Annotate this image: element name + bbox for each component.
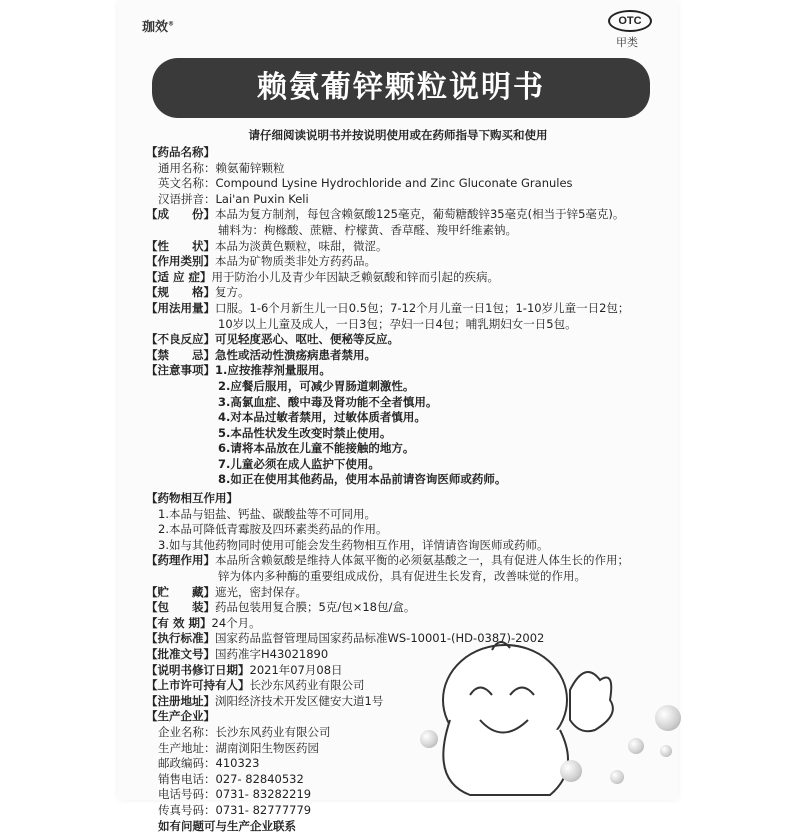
- contact-note: 如有问题可与生产企业联系: [158, 818, 296, 833]
- baby-mascot-illustration: [410, 620, 670, 800]
- company-name-row: 企业名称：长沙东风药业有限公司: [158, 724, 331, 739]
- dosage-row-2: 10岁以上儿童及成人，一日3包；孕妇一日4包；哺乳期妇女一日5包。: [218, 316, 577, 331]
- precaution-item: 3.高氯血症、酸中毒及肾功能不全者慎用。: [218, 394, 438, 409]
- sales-tel-row: 销售电话：027- 82840532: [158, 771, 304, 786]
- package-row: 【包 装】药品包装用复合膜；5克/包×18包/盒。: [146, 600, 416, 615]
- pharmacology-row: 【药理作用】本品所含赖氨酸是维持人体氮平衡的必须氨基酸之一，具有促进人体生长的作用；: [146, 553, 629, 568]
- dosage-row: 【用法用量】口服。1-6个月新生儿一日0.5包；7-12个月儿童一日1包；1-10岁儿童一日2包；: [146, 300, 630, 315]
- adverse-row: 【不良反应】可见轻度恶心、呕吐、便秘等反应。: [146, 332, 399, 347]
- interaction-item: 1.本品与铝盐、钙盐、碳酸盐等不可同用。: [158, 506, 376, 521]
- page-title: 赖氨葡锌颗粒说明书: [152, 58, 650, 118]
- otc-class: 甲类: [616, 36, 638, 49]
- composition-row: 【成 份】本品为复方制剂，每包含赖氨酸125毫克，葡萄糖酸锌35毫克(相当于锌5毫克)。: [146, 207, 625, 222]
- bubble-decoration: [655, 705, 681, 731]
- storage-row: 【贮 藏】遮光，密封保存。: [146, 584, 307, 599]
- bubble-decoration: [660, 745, 672, 757]
- manufacturer-heading: 【生产企业】: [146, 709, 215, 724]
- reg-address-row: 【注册地址】浏阳经济技术开发区健安大道1号: [146, 693, 384, 708]
- common-name-row: 通用名称：赖氨葡锌颗粒: [158, 160, 285, 175]
- interaction-item: 2.本品可降低青霉胺及四环素类药品的作用。: [158, 522, 388, 537]
- precaution-item: 5.本品性状发生改变时禁止使用。: [218, 425, 392, 440]
- precautions-row: 【注意事项】1.应按推荐剂量服用。: [146, 363, 331, 378]
- precaution-item: 8.如正在使用其他药品，使用本品前请咨询医师或药师。: [218, 472, 507, 487]
- pharmacology-row-2: 锌为体内多种酶的重要组成成份，具有促进生长发育，改善味觉的作用。: [218, 569, 586, 584]
- revision-row: 【说明书修订日期】2021年07月08日: [146, 662, 343, 677]
- precaution-item: 4.对本品过敏者禁用，过敏体质者慎用。: [218, 410, 426, 425]
- tel-row: 电话号码：0731- 83282219: [158, 787, 312, 802]
- usage-notice: 请仔细阅读说明书并按说明使用或在药师指导下购买和使用: [248, 128, 548, 142]
- otc-badge: OTC: [608, 10, 652, 32]
- pinyin-row: 汉语拼音：Lai'an Puxin Keli: [158, 191, 309, 206]
- fax-row: 传真号码：0731- 82777779: [158, 802, 312, 817]
- category-row: 【作用类别】本品为矿物质类非处方药药品。: [146, 254, 376, 269]
- approval-row: 【批准文号】国药准字H43021890: [146, 647, 329, 661]
- bubble-decoration: [560, 760, 582, 782]
- appearance-row: 【性 状】本品为淡黄色颗粒，味甜，微涩。: [146, 238, 388, 253]
- bubble-decoration: [420, 730, 438, 748]
- indication-row: 【适 应 症】用于防治小儿及青少年因缺乏赖氨酸和锌而引起的疾病。: [146, 269, 500, 284]
- precaution-item: 6.请将本品放在儿童不能接触的地方。: [218, 441, 415, 456]
- drug-name-heading: 【药品名称】: [146, 145, 215, 159]
- holder-row: 【上市许可持有人】长沙东风药业有限公司: [146, 678, 365, 693]
- postcode-row: 邮政编码：410323: [158, 756, 260, 771]
- validity-row: 【有 效 期】24个月。: [146, 615, 261, 630]
- bubble-decoration: [610, 770, 624, 784]
- interaction-item: 3.如与其他药物同时使用可能会发生药物相互作用，详情请咨询医师或药师。: [158, 537, 549, 552]
- precaution-item: 7.儿童必须在成人监护下使用。: [218, 456, 380, 471]
- spec-row: 【规 格】复方。: [146, 285, 250, 300]
- bubble-decoration: [628, 738, 644, 754]
- interaction-heading: 【药物相互作用】: [146, 491, 238, 506]
- brand-logo: 珈效®: [142, 20, 175, 35]
- contraindication-row: 【禁 忌】急性或活动性溃疡病患者禁用。: [146, 347, 376, 362]
- precaution-item: 2.应餐后服用，可减少胃肠道刺激性。: [218, 378, 415, 393]
- prod-address-row: 生产地址：湖南浏阳生物医药园: [158, 740, 319, 755]
- english-name-row: 英文名称：Compound Lysine Hydrochloride and Zinc Gluconate Granules: [158, 176, 573, 191]
- composition-row-2: 辅料为：枸橼酸、蔗糖、柠檬黄、香草醛、羧甲纤维素钠。: [218, 222, 517, 237]
- standard-row: 【执行标准】国家药品监督管理局国家药品标准WS-10001-(HD-0387)-2002: [146, 631, 545, 646]
